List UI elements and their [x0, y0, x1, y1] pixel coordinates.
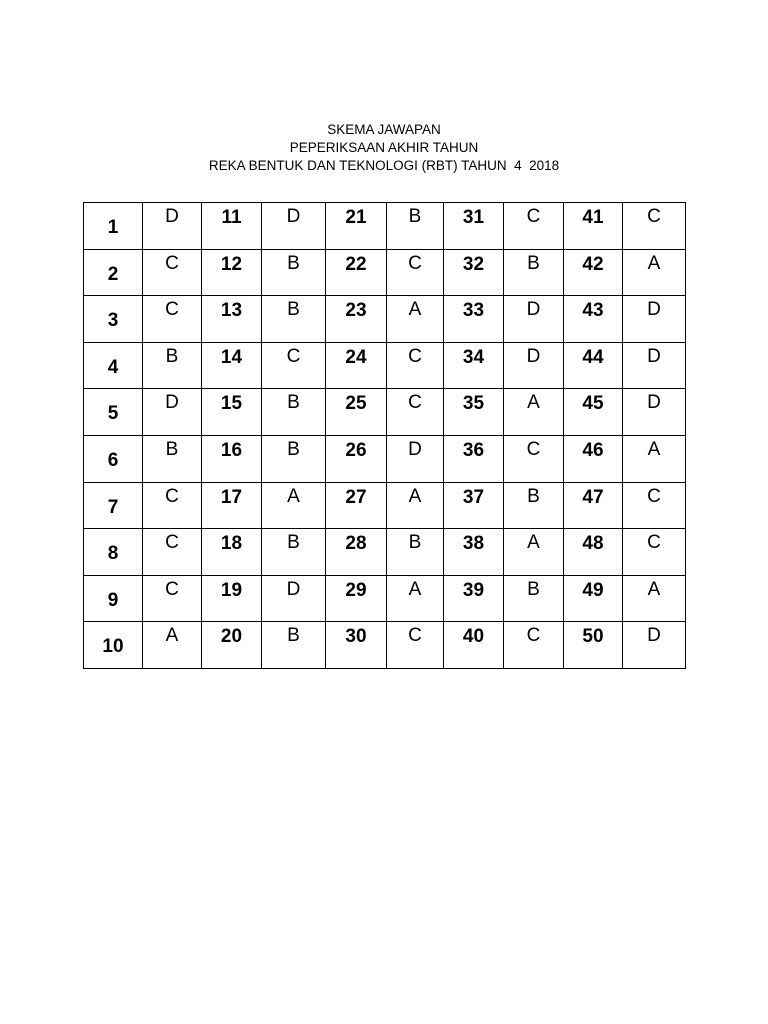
question-number-cell [444, 342, 504, 389]
answer-letter: C [647, 485, 661, 507]
question-number-cell [84, 342, 143, 389]
table-row [84, 342, 686, 389]
title-line-2: PEPERIKSAAN AKHIR TAHUN [289, 140, 479, 155]
question-number-cell [326, 342, 387, 389]
answer-letter: B [408, 532, 422, 554]
title-line-3: REKA BENTUK DAN TEKNOLOGI (RBT) TAHUN 4 2018 [208, 158, 560, 173]
answer-cell [387, 296, 444, 343]
question-number: 39 [462, 579, 485, 601]
answer-cell [262, 482, 326, 529]
question-number: 20 [220, 626, 243, 648]
table-row [84, 435, 686, 482]
answer-letter: C [647, 532, 661, 554]
question-number-cell [84, 249, 143, 296]
answer-letter: D [286, 578, 301, 600]
question-number: 26 [345, 439, 367, 461]
answer-letter: A [287, 485, 300, 507]
answer-cell [143, 575, 202, 622]
answer-letter: A [165, 625, 179, 647]
answer-cell [504, 529, 564, 576]
answer-letter: A [527, 392, 540, 414]
answer-letter: B [287, 438, 300, 460]
answer-letter: D [526, 345, 541, 367]
question-number: 9 [107, 589, 119, 611]
answer-letter: B [287, 252, 300, 274]
answer-cell [143, 203, 202, 250]
question-number-cell [444, 482, 504, 529]
answer-letter: B [287, 532, 300, 554]
question-number-cell [444, 529, 504, 576]
answer-cell [504, 296, 564, 343]
question-number: 19 [220, 579, 243, 601]
answer-cell [387, 529, 444, 576]
table-row [84, 203, 686, 250]
table-row [84, 622, 686, 669]
answer-cell [623, 575, 686, 622]
question-number-cell [326, 622, 387, 669]
table-row [84, 575, 686, 622]
question-number-cell [84, 529, 143, 576]
question-number: 24 [345, 346, 367, 368]
answer-letter: D [647, 299, 661, 321]
question-number: 11 [221, 207, 242, 228]
question-number-cell [326, 249, 387, 296]
question-number: 18 [220, 533, 243, 555]
question-number-cell [202, 622, 262, 669]
table-row [84, 296, 686, 343]
question-number: 34 [462, 346, 485, 368]
question-number-cell [84, 575, 143, 622]
question-number: 3 [107, 310, 119, 332]
question-number-cell [564, 249, 623, 296]
question-number: 2 [107, 263, 119, 285]
answer-letter: C [647, 206, 661, 227]
question-number-cell [202, 529, 262, 576]
table-row [84, 389, 686, 436]
question-number-cell [564, 529, 623, 576]
answer-cell [504, 203, 564, 250]
answer-cell [143, 296, 202, 343]
answer-letter: C [526, 625, 541, 647]
answer-letter: D [165, 392, 179, 414]
answer-cell [143, 529, 202, 576]
answer-cell [504, 342, 564, 389]
answer-letter: C [286, 345, 301, 367]
question-number-cell [444, 622, 504, 669]
answer-key-body [84, 203, 686, 669]
question-number: 35 [462, 393, 485, 415]
answer-cell [143, 435, 202, 482]
question-number-cell [202, 249, 262, 296]
question-number-cell [326, 482, 387, 529]
answer-letter: A [408, 485, 422, 507]
answer-letter: A [647, 252, 661, 274]
answer-cell [262, 203, 326, 250]
answer-letter: C [165, 252, 179, 274]
question-number-cell [326, 575, 387, 622]
question-number: 30 [345, 626, 367, 648]
answer-cell [504, 249, 564, 296]
question-number-cell [564, 203, 623, 250]
answer-letter: B [408, 206, 422, 227]
question-number-cell [202, 389, 262, 436]
question-number: 28 [345, 533, 367, 555]
answer-letter: C [408, 392, 422, 414]
answer-cell [504, 435, 564, 482]
answer-letter: C [165, 299, 179, 321]
answer-letter: B [527, 485, 540, 507]
question-number: 12 [220, 253, 243, 275]
answer-cell [387, 249, 444, 296]
answer-cell [623, 435, 686, 482]
answer-key-table [83, 202, 686, 669]
answer-cell [387, 622, 444, 669]
answer-cell [623, 249, 686, 296]
answer-letter: C [408, 345, 422, 367]
answer-cell [623, 296, 686, 343]
question-number-cell [564, 296, 623, 343]
answer-cell [262, 435, 326, 482]
answer-letter: D [286, 206, 301, 227]
question-number-cell [444, 296, 504, 343]
question-number-cell [84, 435, 143, 482]
answer-cell [387, 342, 444, 389]
question-number-cell [444, 435, 504, 482]
question-number: 45 [582, 393, 604, 415]
answer-cell [623, 342, 686, 389]
question-number: 15 [220, 393, 243, 415]
answer-cell [143, 389, 202, 436]
question-number-cell [84, 296, 143, 343]
answer-letter: B [165, 345, 179, 367]
answer-cell [504, 622, 564, 669]
answer-letter: A [647, 578, 661, 600]
question-number-cell [84, 203, 143, 250]
question-number-cell [202, 203, 262, 250]
document-header [0, 121, 768, 175]
question-number-cell [326, 435, 387, 482]
answer-cell [623, 529, 686, 576]
answer-cell [143, 622, 202, 669]
question-number: 48 [582, 533, 604, 555]
answer-cell [262, 529, 326, 576]
answer-letter: C [165, 485, 179, 507]
answer-cell [504, 482, 564, 529]
answer-cell [143, 342, 202, 389]
question-number: 36 [462, 439, 485, 461]
answer-cell [504, 575, 564, 622]
question-number: 29 [345, 579, 367, 601]
question-number: 1 [107, 217, 119, 238]
answer-letter: B [527, 578, 540, 600]
question-number: 17 [220, 486, 243, 508]
question-number: 40 [462, 626, 485, 648]
table-row [84, 529, 686, 576]
answer-letter: C [526, 206, 541, 227]
question-number-cell [326, 389, 387, 436]
question-number-cell [444, 575, 504, 622]
question-number-cell [326, 529, 387, 576]
answer-cell [623, 203, 686, 250]
question-number-cell [444, 389, 504, 436]
question-number: 37 [462, 486, 485, 508]
table-row [84, 482, 686, 529]
table-row [84, 249, 686, 296]
answer-cell [623, 482, 686, 529]
answer-letter: B [527, 252, 540, 274]
question-number: 22 [345, 253, 367, 275]
question-number: 7 [107, 496, 119, 518]
question-number: 6 [107, 449, 119, 471]
question-number: 46 [582, 439, 604, 461]
question-number: 42 [582, 253, 604, 275]
question-number-cell [564, 575, 623, 622]
answer-letter: D [647, 345, 661, 367]
question-number-cell [84, 482, 143, 529]
question-number: 41 [582, 207, 604, 228]
answer-letter: A [647, 438, 661, 460]
question-number-cell [202, 296, 262, 343]
answer-letter: A [527, 532, 540, 554]
question-number-cell [564, 435, 623, 482]
answer-cell [387, 389, 444, 436]
question-number-cell [564, 482, 623, 529]
answer-letter: D [647, 392, 661, 414]
answer-cell [262, 575, 326, 622]
answer-letter: C [526, 438, 541, 460]
answer-cell [143, 249, 202, 296]
question-number: 16 [220, 439, 243, 461]
question-number: 4 [107, 356, 119, 378]
question-number: 13 [220, 300, 243, 322]
answer-cell [387, 575, 444, 622]
answer-letter: B [165, 438, 179, 460]
question-number: 49 [582, 579, 604, 601]
question-number: 50 [582, 626, 604, 648]
question-number-cell [326, 296, 387, 343]
answer-letter: D [647, 625, 661, 647]
question-number: 38 [462, 533, 485, 555]
question-number: 10 [102, 636, 124, 658]
question-number-cell [84, 389, 143, 436]
answer-cell [262, 342, 326, 389]
answer-cell [262, 249, 326, 296]
answer-cell [262, 622, 326, 669]
answer-letter: B [287, 299, 300, 321]
answer-cell [143, 482, 202, 529]
question-number-cell [202, 435, 262, 482]
question-number-cell [202, 575, 262, 622]
question-number-cell [564, 622, 623, 669]
question-number: 33 [462, 300, 485, 322]
question-number-cell [444, 203, 504, 250]
answer-cell [623, 622, 686, 669]
question-number: 21 [345, 207, 367, 228]
question-number-cell [326, 203, 387, 250]
question-number-cell [202, 342, 262, 389]
question-number: 8 [107, 543, 119, 565]
question-number: 25 [345, 393, 367, 415]
answer-letter: D [165, 206, 179, 227]
question-number: 27 [345, 486, 367, 508]
question-number-cell [202, 482, 262, 529]
question-number-cell [444, 249, 504, 296]
answer-letter: A [408, 299, 422, 321]
answer-letter: A [408, 578, 422, 600]
answer-letter: C [408, 625, 422, 647]
question-number-cell [564, 342, 623, 389]
question-number: 43 [582, 300, 604, 322]
question-number: 47 [582, 486, 604, 508]
answer-letter: C [408, 252, 422, 274]
question-number: 31 [462, 207, 485, 228]
question-number-cell [84, 622, 143, 669]
answer-cell [504, 389, 564, 436]
question-number: 14 [220, 346, 243, 368]
question-number: 5 [107, 403, 119, 425]
title-line-1: SKEMA JAWAPAN [327, 122, 441, 137]
answer-cell [387, 482, 444, 529]
question-number: 23 [345, 300, 367, 322]
question-number-cell [564, 389, 623, 436]
answer-letter: D [408, 438, 422, 460]
answer-letter: C [165, 532, 179, 554]
question-number: 32 [462, 253, 485, 275]
answer-cell [623, 389, 686, 436]
question-number: 44 [582, 346, 604, 368]
answer-letter: B [287, 392, 300, 414]
answer-cell [387, 435, 444, 482]
answer-letter: B [287, 625, 300, 647]
answer-cell [387, 203, 444, 250]
answer-cell [262, 389, 326, 436]
answer-cell [262, 296, 326, 343]
answer-letter: D [526, 299, 541, 321]
answer-letter: C [165, 578, 179, 600]
